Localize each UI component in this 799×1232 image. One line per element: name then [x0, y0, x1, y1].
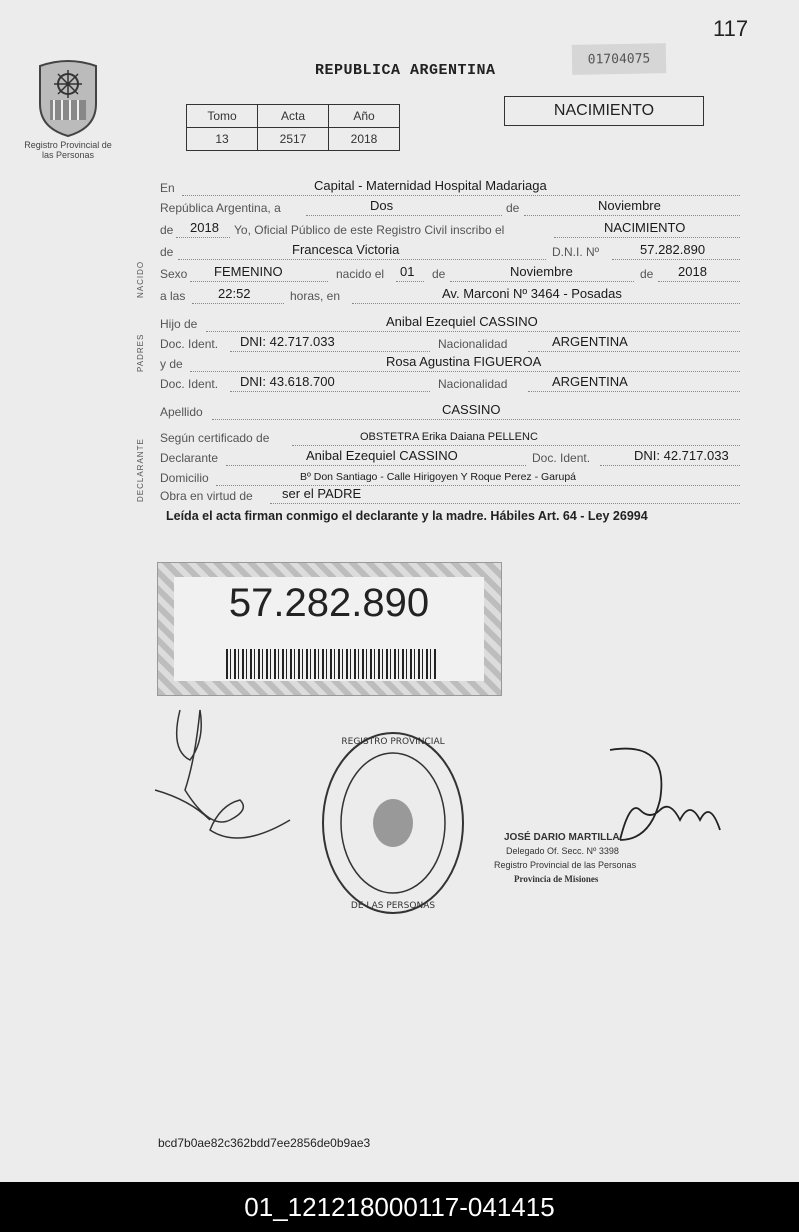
row-declarante	[160, 448, 740, 468]
label-nacionalidad2: Nacionalidad	[438, 377, 508, 391]
page-number: 117	[713, 16, 749, 41]
value-nac-mes: Noviembre	[510, 264, 573, 279]
value-nombre: Francesca Victoria	[292, 242, 400, 257]
handwritten-signature-left	[150, 700, 300, 860]
row-certificado	[160, 428, 740, 448]
row-sexo	[160, 264, 740, 284]
label-domicilio: Domicilio	[160, 471, 209, 485]
value-domicilio: Bº Don Santiago - Calle Hirigoyen Y Roque Perez - Garupá	[300, 471, 577, 483]
official-stamp	[320, 730, 466, 916]
coat-of-arms-logo	[30, 58, 106, 138]
value-anio: 2018	[190, 220, 219, 235]
svg-text:DE LAS PERSONAS: DE LAS PERSONAS	[350, 901, 436, 911]
label-de4: de	[432, 267, 446, 281]
row-padre-doc	[160, 334, 740, 354]
legal-text: Leída el acta firman conmigo el declarante y la madre. Hábiles Art. 64 - Ley 26994	[166, 509, 648, 523]
value-nac-dia: 01	[400, 264, 415, 279]
document-type-box: NACIMIENTO	[504, 96, 704, 126]
dni-sticker-number: 57.282.890	[228, 581, 430, 625]
label-declarante: Declarante	[160, 451, 219, 465]
row-hora	[160, 286, 740, 306]
barcode-icon	[226, 649, 436, 679]
row-domicilio	[160, 468, 740, 488]
value-mes: Noviembre	[598, 198, 661, 213]
row-lugar	[160, 178, 740, 198]
value-nac-anio: 2018	[678, 264, 707, 279]
value-hora: 22:52	[218, 286, 251, 301]
side-label-nacido: NACIDO	[136, 260, 145, 298]
row-padre	[160, 314, 740, 334]
value-sexo: FEMENINO	[214, 264, 283, 279]
label-de2: de	[160, 223, 174, 237]
value-declarante: Anibal Ezequiel CASSINO	[306, 448, 458, 463]
value-madre-nac: ARGENTINA	[552, 374, 628, 389]
signer-line3: Registro Provincial de las Personas	[494, 860, 637, 870]
dni-sticker	[157, 562, 502, 696]
value-acto: NACIMIENTO	[604, 220, 686, 235]
label-en: En	[160, 181, 175, 195]
value-direccion: Av. Marconi Nº 3464 - Posadas	[442, 286, 622, 301]
label-a-las: a las	[160, 289, 186, 303]
serial-number: 01704075	[572, 43, 667, 75]
value-madre-dni: DNI: 43.618.700	[240, 374, 335, 389]
label-de: de	[506, 201, 520, 215]
registry-table	[186, 104, 400, 151]
anio-value: 2018	[329, 128, 400, 151]
row-madre	[160, 354, 740, 374]
footer-filename: 01_121218000117-041415	[0, 1182, 799, 1232]
value-padre-dni: DNI: 42.717.033	[240, 334, 335, 349]
row-acto	[160, 220, 740, 240]
official-signature-block	[490, 740, 730, 900]
signer-line4: Provincia de Misiones	[514, 874, 599, 884]
signer-name: JOSÉ DARIO MARTILLA	[504, 832, 620, 843]
document-hash: bcd7b0ae82c362bdd7ee2856de0b9ae3	[158, 1136, 371, 1150]
value-dni: 57.282.890	[640, 242, 706, 257]
value-apellido: CASSINO	[442, 402, 501, 417]
label-segun: Según certificado de	[160, 431, 270, 445]
value-declarante-dni: DNI: 42.717.033	[634, 448, 729, 463]
side-label-padres: PADRES	[136, 333, 145, 372]
value-madre: Rosa Agustina FIGUEROA	[386, 354, 542, 369]
row-nombre	[160, 242, 740, 262]
value-padre: Anibal Ezequiel CASSINO	[386, 314, 538, 329]
row-fecha	[160, 198, 740, 218]
value-obra: ser el PADRE	[282, 486, 362, 501]
tomo-header: Tomo	[187, 105, 258, 128]
row-obra	[160, 486, 740, 506]
svg-text:REGISTRO PROVINCIAL: REGISTRO PROVINCIAL	[341, 737, 445, 747]
label-horas-en: horas, en	[290, 289, 341, 303]
signer-line2: Delegado Of. Secc. Nº 3398	[506, 846, 619, 856]
label-apellido: Apellido	[160, 405, 203, 419]
label-y-de: y de	[160, 357, 183, 371]
label-de3: de	[160, 245, 174, 259]
row-apellido	[160, 402, 740, 422]
label-doc-ident3: Doc. Ident.	[532, 451, 591, 465]
anio-header: Año	[329, 105, 400, 128]
acta-value: 2517	[258, 128, 329, 151]
acta-header: Acta	[258, 105, 329, 128]
value-dia: Dos	[370, 198, 394, 213]
value-lugar: Capital - Maternidad Hospital Madariaga	[314, 178, 547, 193]
document-title: REPUBLICA ARGENTINA	[315, 62, 496, 79]
label-republica: República Argentina, a	[160, 201, 281, 215]
value-padre-nac: ARGENTINA	[552, 334, 628, 349]
label-doc-ident2: Doc. Ident.	[160, 377, 219, 391]
label-obra: Obra en virtud de	[160, 489, 253, 503]
label-sexo: Sexo	[160, 267, 188, 281]
label-hijo-de: Hijo de	[160, 317, 198, 331]
value-certificado: OBSTETRA Erika Daiana PELLENC	[360, 431, 538, 443]
side-label-declarante: DECLARANTE	[136, 438, 145, 502]
label-nacionalidad: Nacionalidad	[438, 337, 508, 351]
logo-caption: Registro Provincial de las Personas	[24, 140, 112, 160]
label-nacido-el: nacido el	[336, 267, 385, 281]
tomo-value: 13	[187, 128, 258, 151]
label-oficial: Yo, Oficial Público de este Registro Civil inscribo el	[234, 223, 505, 237]
label-dni: D.N.I. Nº	[552, 245, 600, 259]
row-madre-doc	[160, 374, 740, 394]
label-doc-ident: Doc. Ident.	[160, 337, 219, 351]
label-de5: de	[640, 267, 654, 281]
